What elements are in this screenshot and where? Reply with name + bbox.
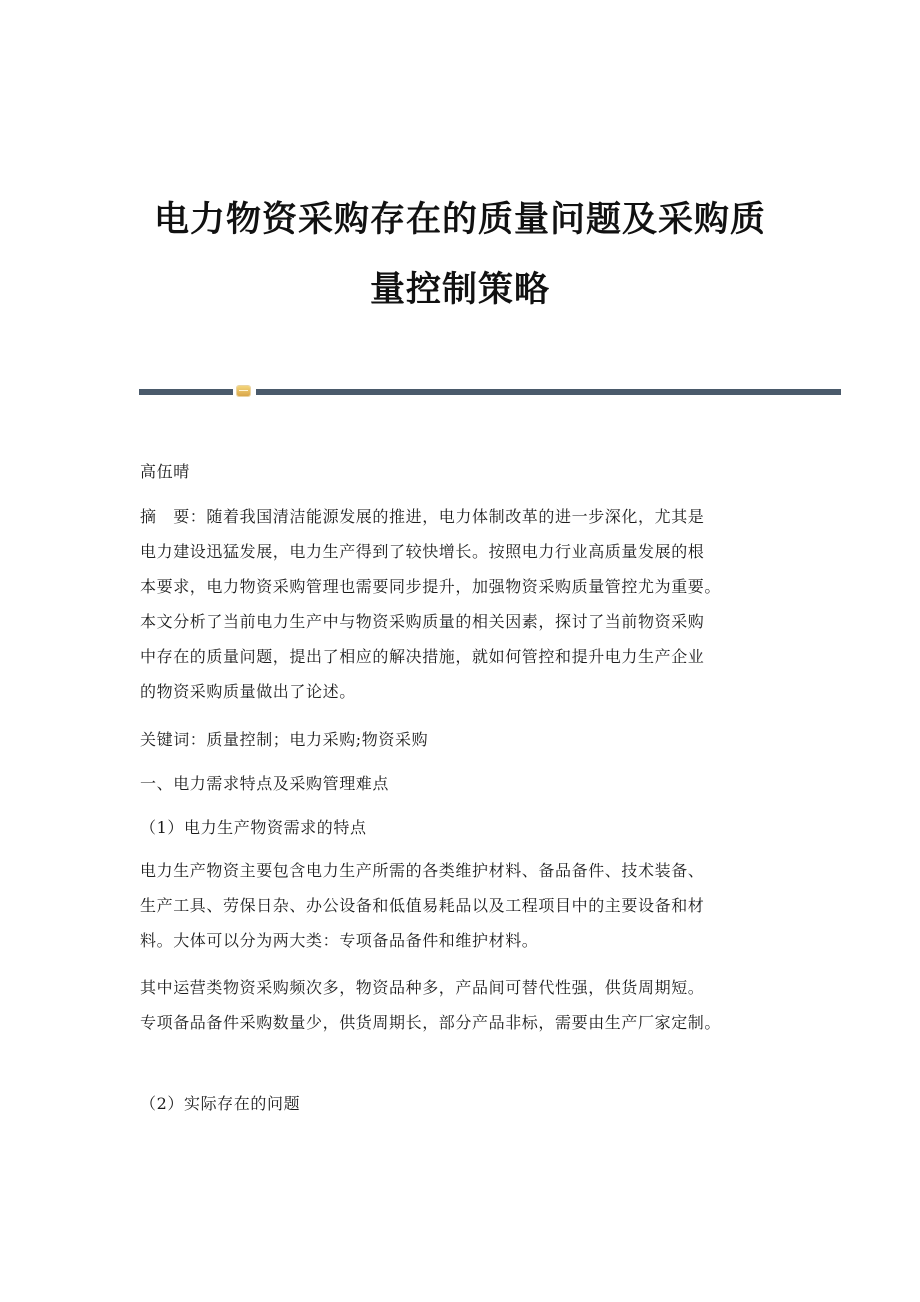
section-heading: 一、电力需求特点及采购管理难点 [140, 774, 390, 793]
abstract-line: 摘 要：随着我国清洁能源发展的推进，电力体制改革的进一步深化，尤其是 [140, 507, 705, 526]
abstract-line: 本要求，电力物资采购管理也需要同步提升，加强物资采购质量管控尤为重要。 [140, 577, 722, 596]
document-title-line-1: 电力物资采购存在的质量问题及采购质 [153, 200, 766, 240]
divider-marker-icon [237, 386, 250, 396]
abstract-line: 中存在的质量问题，提出了相应的解决措施，就如何管控和提升电力生产企业 [140, 647, 705, 666]
keywords: 关键词：质量控制；电力采购;物资采购 [140, 730, 429, 749]
divider-bar-right [256, 389, 841, 395]
paragraph-line: 料。大体可以分为两大类：专项备品备件和维护材料。 [140, 931, 539, 950]
author-name: 高伍晴 [140, 462, 190, 481]
divider-bar-left [139, 389, 233, 395]
paragraph-line: 专项备品备件采购数量少，供货周期长，部分产品非标，需要由生产厂家定制。 [140, 1013, 722, 1032]
document-title-line-2: 量控制策略 [369, 270, 550, 310]
abstract-line: 电力建设迅猛发展，电力生产得到了较快增长。按照电力行业高质量发展的根 [140, 542, 705, 561]
paragraph-line: 生产工具、劳保日杂、办公设备和低值易耗品以及工程项目中的主要设备和材 [140, 896, 705, 915]
abstract-line: 的物资采购质量做出了论述。 [140, 682, 356, 701]
abstract-line: 本文分析了当前电力生产中与物资采购质量的相关因素，探讨了当前物资采购 [140, 612, 705, 631]
paragraph-line: 电力生产物资主要包含电力生产所需的各类维护材料、备品备件、技术装备、 [140, 861, 705, 880]
subsection-heading: （2）实际存在的问题 [140, 1094, 301, 1113]
paragraph-line: 其中运营类物资采购频次多，物资品种多，产品间可替代性强，供货周期短。 [140, 978, 705, 997]
title-divider [139, 386, 841, 396]
subsection-heading: （1）电力生产物资需求的特点 [140, 818, 367, 837]
